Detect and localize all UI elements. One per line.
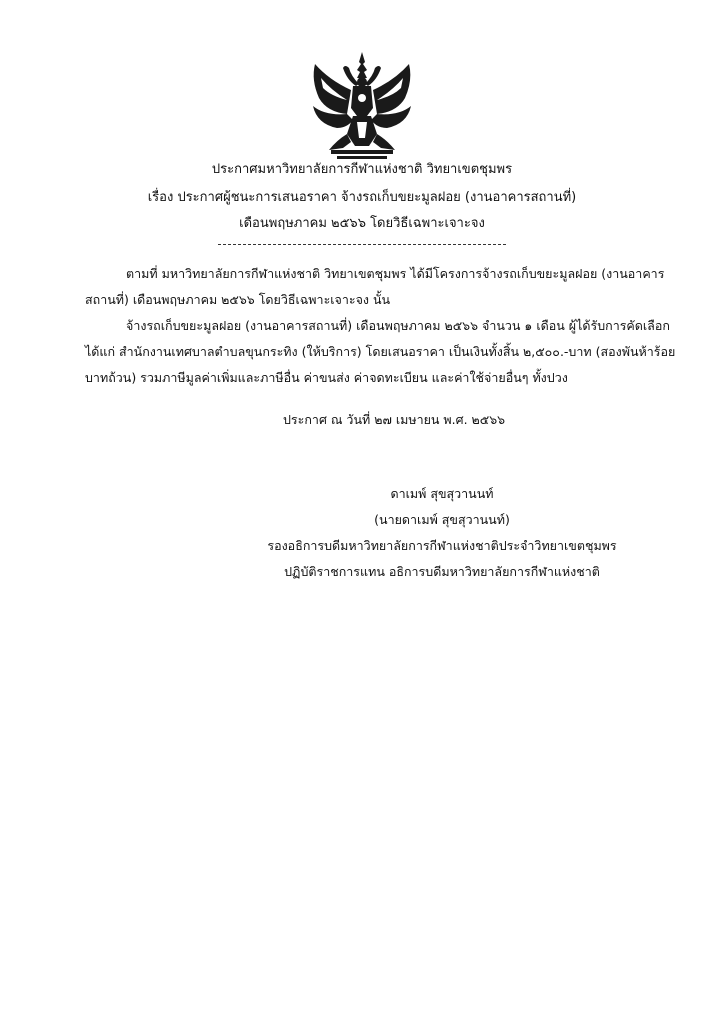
announcement-subject-continued: เดือนพฤษภาคม ๒๕๖๖ โดยวิธีเฉพาะเจาะจง	[239, 216, 485, 231]
paragraph-2-line-3: บาทถ้วน) รวมภาษีมูลค่าเพิ่มและภาษีอื่น ค่าขนส่ง ค่าจดทะเบียน และค่าใช้จ่ายอื่นๆ ทั้งปวง	[85, 370, 568, 385]
announcement-date: ประกาศ ณ วันที่ ๒๗ เมษายน พ.ศ. ๒๕๖๖	[283, 412, 506, 427]
announcement-subject: เรื่อง ประกาศผู้ชนะการเสนอราคา จ้างรถเก็บขยะมูลฝอย (งานอาคารสถานที่)	[147, 190, 577, 205]
paragraph-1-line-2: สถานที่) เดือนพฤษภาคม ๒๕๖๖ โดยวิธีเฉพาะเจาะจง นั้น	[85, 292, 391, 307]
paragraph-2-line-1: จ้างรถเก็บขยะมูลฝอย (งานอาคารสถานที่) เดือนพฤษภาคม ๒๕๖๖ จำนวน ๑ เดือน ผู้ได้รับการคัดเลือก	[126, 318, 670, 333]
garuda-emblem-icon	[307, 50, 417, 162]
announcement-title: ประกาศมหาวิทยาลัยการกีฬาแห่งชาติ วิทยาเขตชุมพร	[211, 162, 513, 177]
signer-full-name: (นายดาเมพ์ สุขสุวานนท์)	[374, 512, 510, 527]
signer-name: ดาเมพ์ สุขสุวานนท์	[390, 486, 494, 501]
paragraph-2-line-2: ได้แก่ สำนักงานเทศบาลตำบลขุนกระทิง (ให้บริการ) โดยเสนอราคา เป็นเงินทั้งสิ้น ๒,๕๐๐.-บาท (สองพันห้าร้อย	[85, 344, 676, 359]
signer-position: รองอธิการบดีมหาวิทยาลัยการกีฬาแห่งชาติประจำวิทยาเขตชุมพร	[267, 538, 617, 553]
signer-acting-for: ปฏิบัติราชการแทน อธิการบดีมหาวิทยาลัยการกีฬาแห่งชาติ	[284, 564, 600, 579]
header-divider	[218, 244, 506, 245]
paragraph-1-line-1: ตามที่ มหาวิทยาลัยการกีฬาแห่งชาติ วิทยาเขตชุมพร ได้มีโครงการจ้างรถเก็บขยะมูลฝอย (งานอาคาร	[126, 266, 665, 281]
